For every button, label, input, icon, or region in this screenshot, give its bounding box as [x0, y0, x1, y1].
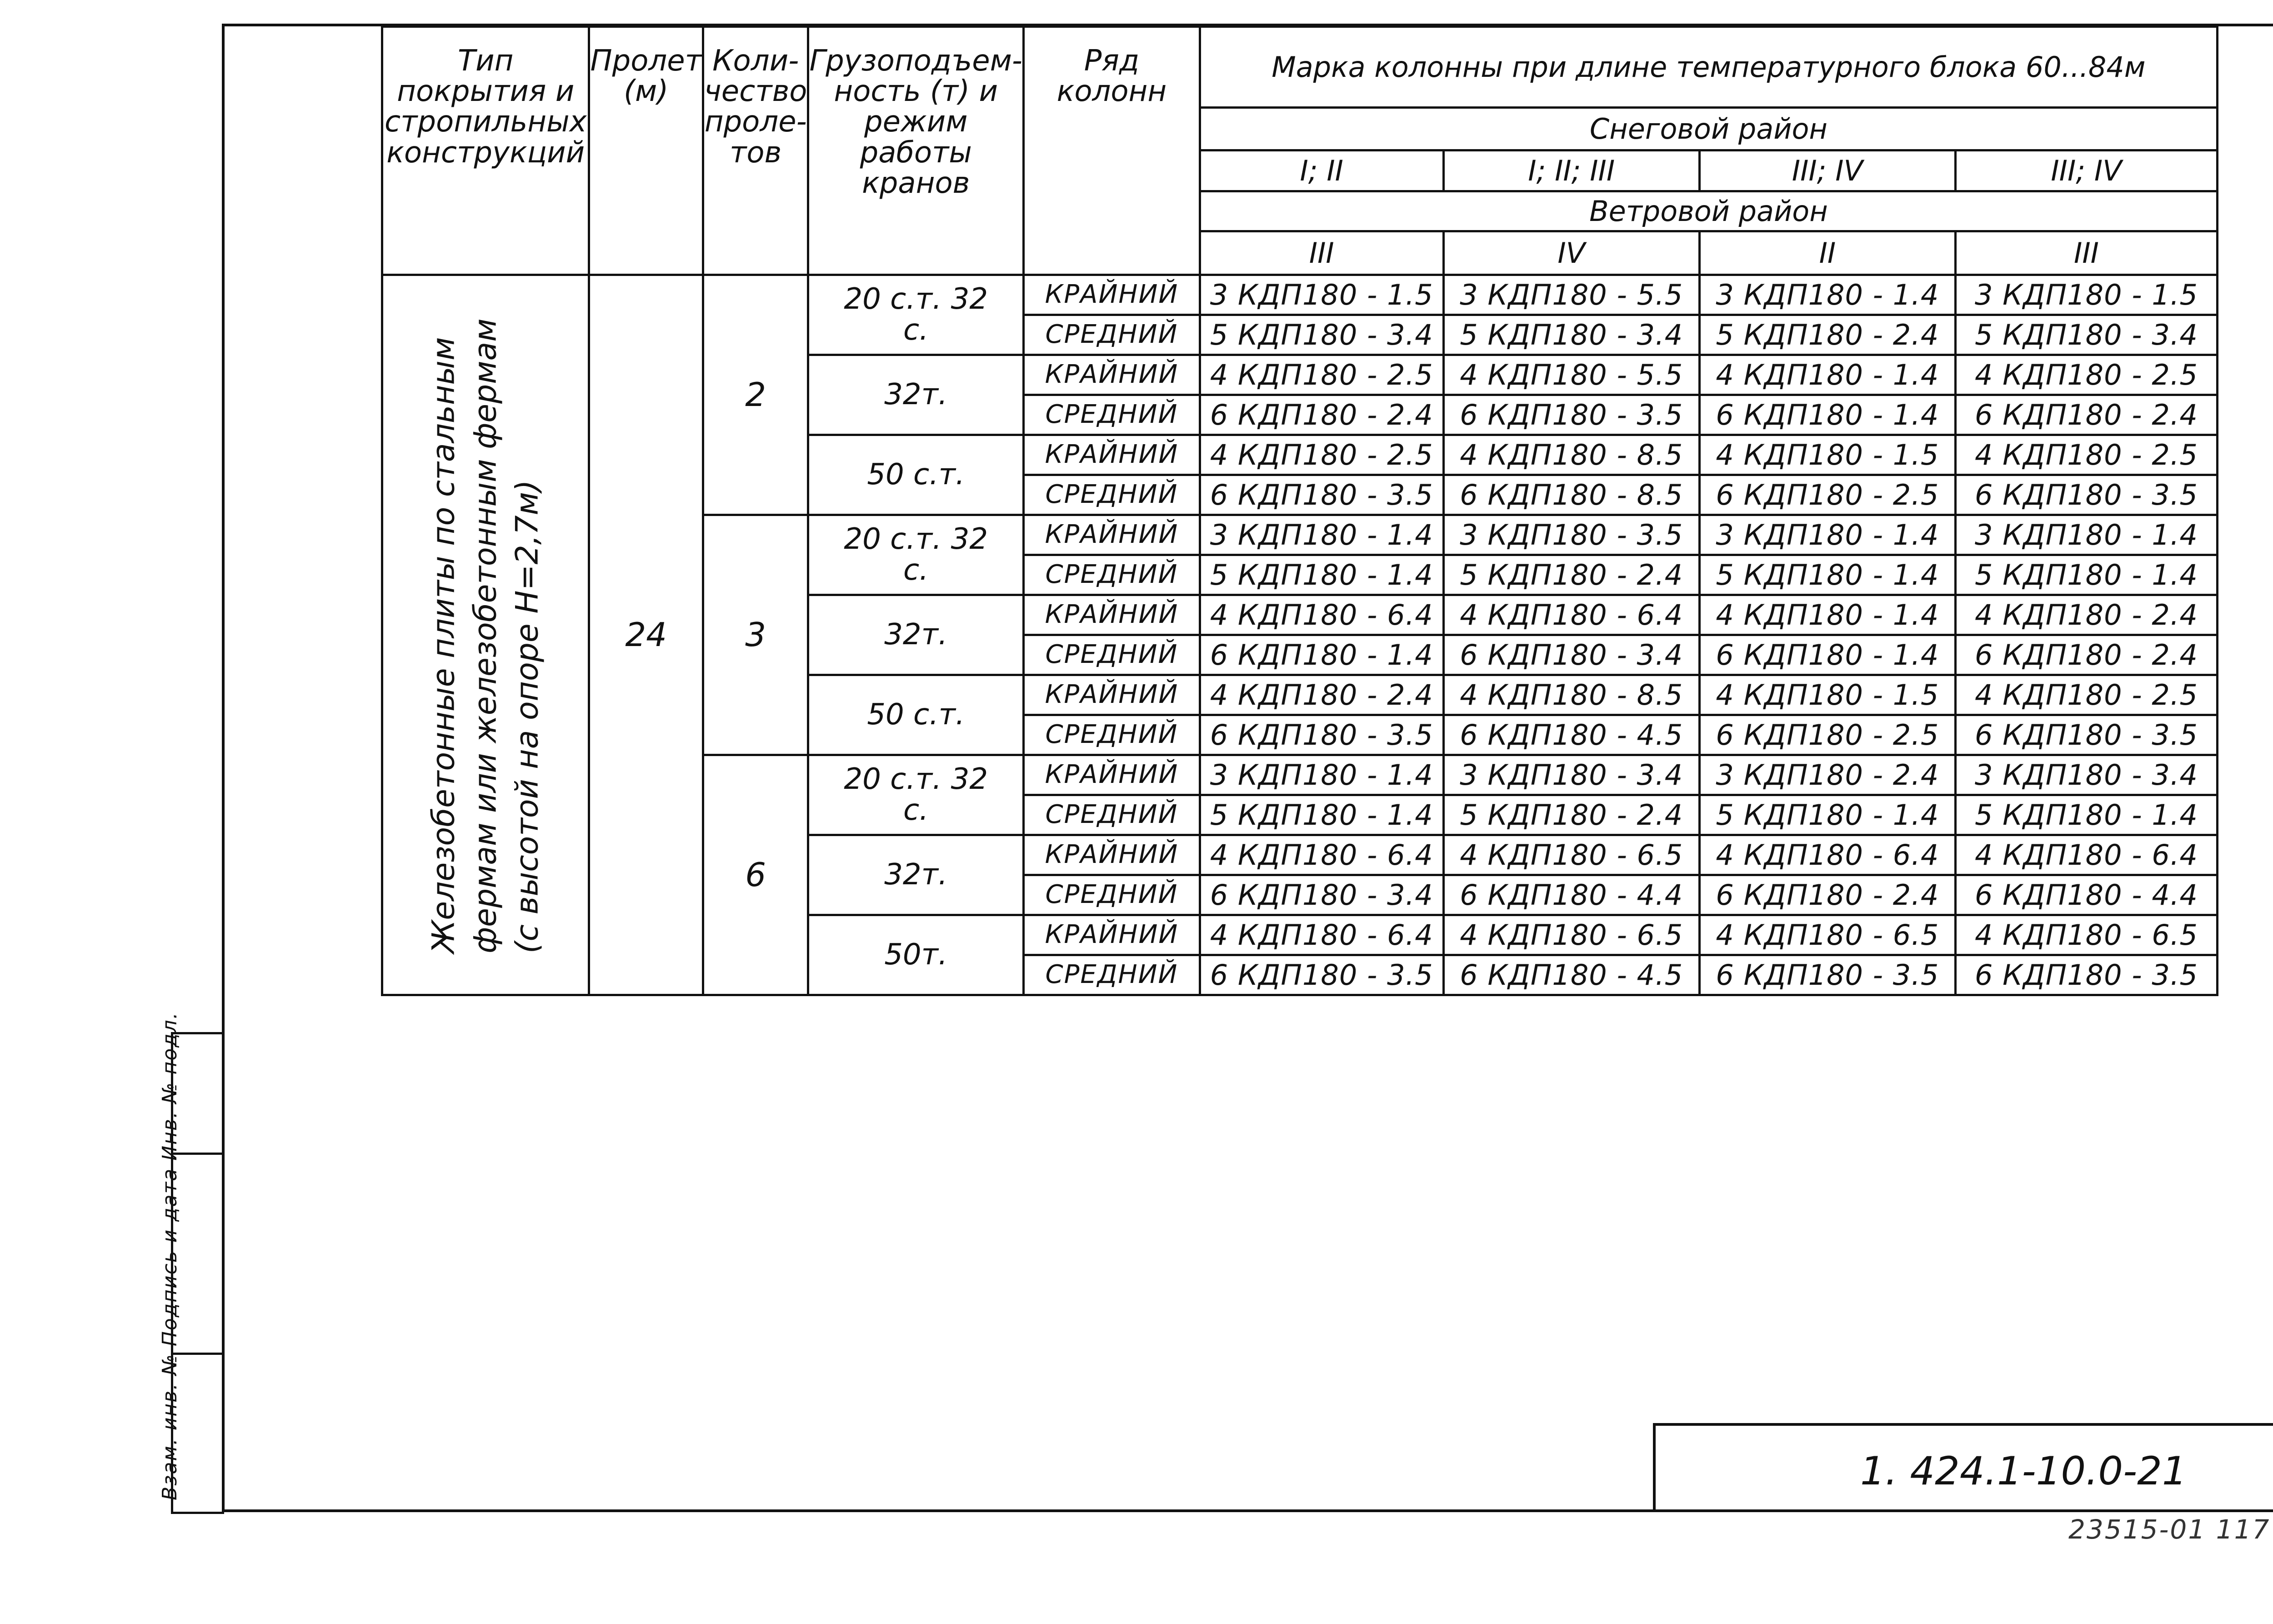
- cell-column-mark: 4 КДП180 - 6.5: [1955, 915, 2217, 955]
- cell-column-mark: 6 КДП180 - 1.4: [1699, 395, 1955, 435]
- cell-column-mark: 6 КДП180 - 2.4: [1955, 635, 2217, 675]
- cell-row-type: СРЕДНИЙ: [1024, 795, 1200, 835]
- cell-column-mark: 5 КДП180 - 3.4: [1200, 315, 1443, 355]
- snow-region: I; II: [1200, 150, 1443, 191]
- wind-region: III: [1955, 231, 2217, 275]
- cell-column-mark: 6 КДП180 - 3.5: [1200, 955, 1443, 995]
- cell-column-mark: 6 КДП180 - 1.4: [1699, 635, 1955, 675]
- cell-column-mark: 4 КДП180 - 8.5: [1443, 435, 1699, 475]
- side-stamp-text: Взам. инв. № Подпись и дата Инв. № подл.: [158, 1012, 181, 1500]
- cell-column-mark: 4 КДП180 - 6.4: [1443, 595, 1699, 635]
- cell-column-mark: 6 КДП180 - 2.4: [1699, 875, 1955, 915]
- cell-column-mark: 4 КДП180 - 6.5: [1443, 915, 1699, 955]
- cell-column-mark: 5 КДП180 - 1.4: [1699, 555, 1955, 595]
- cell-column-mark: 4 КДП180 - 1.5: [1699, 435, 1955, 475]
- title-block: [1653, 1423, 2273, 1509]
- cell-row-type: СРЕДНИЙ: [1024, 475, 1200, 515]
- cell-crane: 20 с.т. 32 с.: [808, 515, 1024, 595]
- cell-column-mark: 5 КДП180 - 1.4: [1200, 795, 1443, 835]
- type-text: Железобетонные плиты по стальным фермам или железобетонным фермам (с высотой на опоре Н=2,7м): [426, 318, 546, 953]
- cell-column-mark: 5 КДП180 - 1.4: [1200, 555, 1443, 595]
- cell-crane: 32т.: [808, 355, 1024, 435]
- snow-region: III; IV: [1699, 150, 1955, 191]
- cell-row-type: КРАЙНИЙ: [1024, 835, 1200, 875]
- cell-span: 24: [589, 275, 703, 995]
- cell-column-mark: 6 КДП180 - 2.5: [1699, 475, 1955, 515]
- cell-column-mark: 5 КДП180 - 3.4: [1955, 315, 2217, 355]
- cell-column-mark: 6 КДП180 - 4.5: [1443, 955, 1699, 995]
- cell-column-mark: 3 КДП180 - 2.4: [1699, 755, 1955, 795]
- cell-column-mark: 5 КДП180 - 1.4: [1955, 555, 2217, 595]
- cell-column-mark: 4 КДП180 - 2.4: [1200, 675, 1443, 715]
- cell-column-mark: 5 КДП180 - 3.4: [1443, 315, 1699, 355]
- cell-row-type: СРЕДНИЙ: [1024, 555, 1200, 595]
- wind-region: II: [1699, 231, 1955, 275]
- cell-column-mark: 5 КДП180 - 2.4: [1443, 795, 1699, 835]
- cell-column-mark: 6 КДП180 - 2.5: [1699, 715, 1955, 755]
- cell-column-mark: 6 КДП180 - 2.4: [1200, 395, 1443, 435]
- cell-type: [382, 275, 589, 995]
- wind-region: IV: [1443, 231, 1699, 275]
- header-count: Коли-чество проле-тов: [703, 27, 808, 275]
- cell-column-mark: 3 КДП180 - 1.4: [1200, 755, 1443, 795]
- snow-region: I; II; III: [1443, 150, 1699, 191]
- cell-column-mark: 4 КДП180 - 6.4: [1200, 595, 1443, 635]
- cell-column-mark: 4 КДП180 - 6.4: [1699, 835, 1955, 875]
- cell-column-mark: 4 КДП180 - 2.5: [1955, 435, 2217, 475]
- cell-row-type: КРАЙНИЙ: [1024, 355, 1200, 395]
- header-type: Тип покрытия и стропильных конструкций: [382, 27, 589, 275]
- cell-column-mark: 4 КДП180 - 2.4: [1955, 595, 2217, 635]
- cell-row-type: КРАЙНИЙ: [1024, 275, 1200, 315]
- cell-column-mark: 4 КДП180 - 2.5: [1200, 435, 1443, 475]
- header-mark: Марка колонны при длине температурного блока 60...84м: [1200, 27, 2217, 108]
- document-code: 1. 424.1-10.0-21: [1860, 1449, 2187, 1494]
- cell-column-mark: 3 КДП180 - 3.5: [1443, 515, 1699, 555]
- cell-column-mark: 4 КДП180 - 6.4: [1200, 835, 1443, 875]
- cell-column-mark: 4 КДП180 - 2.5: [1955, 355, 2217, 395]
- cell-column-mark: 4 КДП180 - 1.4: [1699, 355, 1955, 395]
- cell-column-mark: 3 КДП180 - 1.4: [1955, 515, 2217, 555]
- cell-column-mark: 4 КДП180 - 6.4: [1200, 915, 1443, 955]
- cell-row-type: КРАЙНИЙ: [1024, 675, 1200, 715]
- column-marks-table: [381, 25, 2218, 996]
- cell-column-mark: 4 КДП180 - 1.4: [1699, 595, 1955, 635]
- cell-column-mark: 6 КДП180 - 3.4: [1200, 875, 1443, 915]
- cell-row-type: СРЕДНИЙ: [1024, 955, 1200, 995]
- cell-column-mark: 6 КДП180 - 4.5: [1443, 715, 1699, 755]
- cell-column-mark: 6 КДП180 - 3.5: [1200, 715, 1443, 755]
- cell-column-mark: 6 КДП180 - 1.4: [1200, 635, 1443, 675]
- cell-count: 3: [703, 515, 808, 755]
- cell-row-type: СРЕДНИЙ: [1024, 875, 1200, 915]
- cell-column-mark: 4 КДП180 - 6.5: [1443, 835, 1699, 875]
- table-row: [382, 275, 2218, 315]
- cell-row-type: СРЕДНИЙ: [1024, 635, 1200, 675]
- cell-column-mark: 5 КДП180 - 1.4: [1699, 795, 1955, 835]
- cell-column-mark: 6 КДП180 - 3.5: [1955, 475, 2217, 515]
- cell-column-mark: 3 КДП180 - 1.4: [1699, 515, 1955, 555]
- cell-row-type: КРАЙНИЙ: [1024, 915, 1200, 955]
- cell-column-mark: 6 КДП180 - 3.5: [1200, 475, 1443, 515]
- cell-column-mark: 3 КДП180 - 1.4: [1200, 515, 1443, 555]
- cell-column-mark: 4 КДП180 - 8.5: [1443, 675, 1699, 715]
- cell-column-mark: 5 КДП180 - 2.4: [1699, 315, 1955, 355]
- cell-crane: 32т.: [808, 835, 1024, 915]
- cell-column-mark: 4 КДП180 - 6.4: [1955, 835, 2217, 875]
- cell-column-mark: 6 КДП180 - 3.5: [1955, 955, 2217, 995]
- cell-column-mark: 6 КДП180 - 3.5: [1955, 715, 2217, 755]
- cell-column-mark: 5 КДП180 - 1.4: [1955, 795, 2217, 835]
- footer-number: 23515-01 117: [2068, 1514, 2271, 1545]
- cell-crane: 32т.: [808, 595, 1024, 675]
- cell-row-type: СРЕДНИЙ: [1024, 395, 1200, 435]
- cell-crane: 50 с.т.: [808, 675, 1024, 755]
- cell-column-mark: 4 КДП180 - 2.5: [1200, 355, 1443, 395]
- cell-column-mark: 3 КДП180 - 3.4: [1955, 755, 2217, 795]
- cell-column-mark: 4 КДП180 - 1.5: [1699, 675, 1955, 715]
- cell-row-type: КРАЙНИЙ: [1024, 755, 1200, 795]
- header-row: Ряд колонн: [1024, 27, 1200, 275]
- header-wind: Ветровой район: [1200, 191, 2217, 231]
- snow-region: III; IV: [1955, 150, 2217, 191]
- cell-column-mark: 6 КДП180 - 3.5: [1699, 955, 1955, 995]
- cell-row-type: КРАЙНИЙ: [1024, 515, 1200, 555]
- header-crane: Грузоподъем-ность (т) и режим работы кранов: [808, 27, 1024, 275]
- cell-crane: 20 с.т. 32 с.: [808, 755, 1024, 835]
- cell-column-mark: 4 КДП180 - 6.5: [1699, 915, 1955, 955]
- cell-count: 6: [703, 755, 808, 995]
- cell-row-type: СРЕДНИЙ: [1024, 315, 1200, 355]
- cell-crane: 50т.: [808, 915, 1024, 995]
- cell-column-mark: 6 КДП180 - 3.5: [1443, 395, 1699, 435]
- cell-column-mark: 3 КДП180 - 1.4: [1699, 275, 1955, 315]
- cell-row-type: КРАЙНИЙ: [1024, 595, 1200, 635]
- cell-column-mark: 5 КДП180 - 2.4: [1443, 555, 1699, 595]
- wind-region: III: [1200, 231, 1443, 275]
- cell-column-mark: 6 КДП180 - 2.4: [1955, 395, 2217, 435]
- cell-column-mark: 4 КДП180 - 5.5: [1443, 355, 1699, 395]
- cell-column-mark: 3 КДП180 - 3.4: [1443, 755, 1699, 795]
- cell-count: 2: [703, 275, 808, 515]
- cell-column-mark: 4 КДП180 - 2.5: [1955, 675, 2217, 715]
- table-body: [382, 27, 2218, 995]
- cell-column-mark: 3 КДП180 - 5.5: [1443, 275, 1699, 315]
- header-snow: Снеговой район: [1200, 108, 2217, 150]
- cell-column-mark: 6 КДП180 - 4.4: [1443, 875, 1699, 915]
- cell-crane: 20 с.т. 32 с.: [808, 275, 1024, 355]
- cell-column-mark: 3 КДП180 - 1.5: [1200, 275, 1443, 315]
- cell-row-type: КРАЙНИЙ: [1024, 435, 1200, 475]
- cell-row-type: СРЕДНИЙ: [1024, 715, 1200, 755]
- cell-column-mark: 6 КДП180 - 3.4: [1443, 635, 1699, 675]
- cell-column-mark: 6 КДП180 - 8.5: [1443, 475, 1699, 515]
- cell-column-mark: 3 КДП180 - 1.5: [1955, 275, 2217, 315]
- cell-crane: 50 с.т.: [808, 435, 1024, 515]
- header-span: Пролет (м): [589, 27, 703, 275]
- cell-column-mark: 6 КДП180 - 4.4: [1955, 875, 2217, 915]
